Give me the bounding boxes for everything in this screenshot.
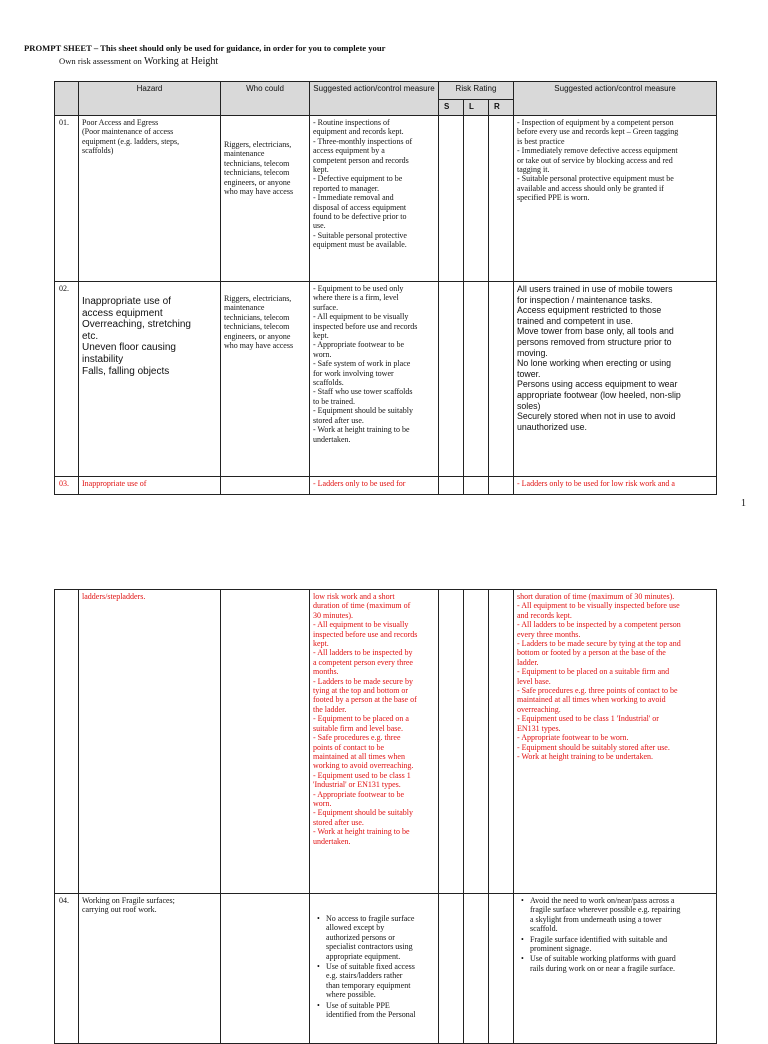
text-line: etc. [82, 330, 99, 342]
text-line: All users trained in use of mobile towers [517, 284, 673, 294]
severity-cell [439, 477, 464, 495]
text-line: - All equipment to be visually [313, 312, 409, 322]
control-cell [514, 590, 717, 894]
text-line: working to avoid overreaching. [313, 761, 414, 771]
action-cell [310, 116, 439, 282]
text-line: available and access should only be granted if [517, 183, 664, 193]
text-line: • Avoid the need to work on/near/pass across a [530, 896, 675, 905]
text-line: EN131 types. [517, 723, 561, 733]
who-cell [221, 282, 310, 477]
text-line: Inappropriate use of [82, 296, 171, 307]
risk-rating-header: Risk Rating [439, 82, 514, 100]
text-line: - Equipment to be used only [313, 284, 404, 293]
text-line: where there is a firm, level [313, 293, 399, 303]
text-line: technicians, telecom [224, 312, 290, 322]
list-item [326, 1001, 435, 1020]
text-line: technicians, telecom [224, 158, 290, 168]
text-line: where possible. [326, 990, 376, 1000]
table-row [55, 894, 717, 1044]
risk-cell [489, 477, 514, 495]
text-line: instability [82, 353, 124, 365]
text-line: - Equipment should be suitably stored after use. [517, 742, 670, 752]
text-line: every three months. [517, 629, 581, 639]
text-line: moving. [517, 347, 548, 358]
text-line: reported to manager. [313, 183, 379, 193]
text-line: Overreaching, stretching [82, 319, 191, 331]
text-line: - Work at height training to be [313, 827, 410, 837]
text-line: worn. [313, 798, 332, 808]
text-line: technicians, telecom [224, 168, 290, 178]
text-line: No lone working when erecting or using [517, 358, 672, 369]
hazard-cell [79, 894, 221, 1044]
text-line: Falls, falling objects [82, 365, 170, 377]
text-line: • Fragile surface identified with suitable and [530, 934, 668, 944]
hazard-cell [79, 116, 221, 282]
text-line: ladder. [517, 657, 539, 667]
severity-cell [439, 590, 464, 894]
text-line: duration of time (maximum of [313, 601, 411, 611]
text-line: carrying out roof work. [82, 905, 157, 915]
text-line: low risk work and a short [313, 592, 395, 601]
text-line: tying at the top and bottom or [313, 686, 409, 696]
text-line: persons removed from structure prior to [517, 336, 672, 347]
text-line: - Equipment to be placed on a suitable firm and [517, 667, 670, 677]
text-line: 30 minutes). [313, 610, 353, 620]
text-line: disposal of access equipment [313, 202, 407, 212]
text-line: footed by a person at the base of [313, 695, 417, 705]
text-line: 'Industrial' or EN131 types. [313, 780, 401, 790]
likelihood-cell [464, 894, 489, 1044]
text-line: the ladder. [313, 704, 347, 714]
text-line: - Safe procedures e.g. three points of contact to be [517, 686, 678, 696]
text-line: Move tower from base only, all tools and [517, 326, 674, 337]
text-line: kept. [313, 639, 329, 649]
who-header: Who could [221, 82, 310, 116]
action-cell [310, 590, 439, 894]
text-line: - Suitable personal protective [313, 230, 407, 240]
text-line: - Staff who use tower scaffolds [313, 387, 413, 397]
text-line: undertaken. [313, 836, 351, 846]
text-line: - Three-monthly inspections of [313, 136, 413, 146]
text-line: a competent person every three [313, 657, 413, 667]
text-line: found to be defective prior to [313, 212, 407, 222]
text-line: suitable firm and level base. [313, 723, 403, 733]
text-line: a skylight from underneath using a tower [530, 914, 662, 924]
control-cell [514, 116, 717, 282]
who-cell [221, 116, 310, 282]
row-number [55, 590, 79, 894]
action-cell [310, 894, 439, 1044]
text-line: engineers, or anyone [224, 331, 291, 341]
likelihood-cell [464, 477, 489, 495]
text-line: Securely stored when not in use to avoid [517, 411, 676, 422]
list-item [530, 935, 713, 954]
page-number: 1 [741, 498, 746, 509]
text-line: stored after use. [313, 817, 364, 827]
text-line: - All equipment to be visually inspected before use [517, 601, 680, 611]
hazard-cell: Inappropriate use of [79, 477, 221, 495]
text-line: bottom or footed by a person at the base of the [517, 648, 666, 658]
text-line: soles) [517, 400, 541, 411]
text-line: specified PPE is worn. [517, 193, 590, 203]
text-line: competent person and records [313, 155, 409, 165]
text-line: Riggers, electricians, [224, 140, 292, 149]
text-line: - Defective equipment to be [313, 174, 403, 184]
text-line: for inspection / maintenance tasks. [517, 294, 653, 305]
text-line: inspected before use and records [313, 321, 418, 331]
text-line: is best practice [517, 136, 565, 146]
risk-cell [489, 590, 514, 894]
who-cell [221, 477, 310, 495]
text-line: - Inspection of equipment by a competent person [517, 118, 674, 127]
severity-cell [439, 894, 464, 1044]
text-line: - Equipment should be suitably [313, 808, 413, 818]
table-row [55, 116, 717, 282]
control-cell [514, 282, 717, 477]
text-line: than temporary equipment [326, 980, 411, 990]
likelihood-cell [464, 116, 489, 282]
list-item [326, 962, 435, 1000]
text-line: - Equipment should be suitably [313, 406, 413, 416]
text-line: - Routine inspections of [313, 118, 390, 127]
text-line: - Suitable personal protective equipment must be [517, 174, 674, 184]
control-cell: - Ladders only to be used for low risk work and a [514, 477, 717, 495]
text-line: - Work at height training to be [313, 425, 410, 435]
likelihood-header: L [464, 100, 489, 116]
likelihood-cell [464, 590, 489, 894]
list-item [326, 914, 435, 961]
control-cell [514, 894, 717, 1044]
num-header [55, 82, 79, 116]
text-line: stored after use. [313, 415, 364, 425]
text-line: scaffold. [530, 924, 558, 934]
row-number: 02. [55, 282, 79, 477]
text-line: or take out of service by blocking access and red [517, 155, 673, 165]
subtitle-prefix: Own risk assessment on [59, 56, 144, 66]
text-line: - Equipment used to be class 1 'Industrial' or [517, 714, 659, 724]
text-line: use. [313, 221, 326, 231]
text-line: specialist contractors using [326, 942, 413, 952]
risk-header: R [489, 100, 514, 116]
suggested-action-header: Suggested action/control measure [310, 82, 439, 116]
text-line: Access equipment restricted to those [517, 305, 662, 316]
text-line: - Ladders to be made secure by tying at the top and [517, 639, 681, 649]
risk-table-page1 [54, 81, 717, 495]
risk-cell [489, 282, 514, 477]
list-item [530, 896, 713, 934]
text-line: tower. [517, 368, 541, 379]
text-line: equipment and records kept. [313, 127, 404, 137]
text-line: inspected before use and records [313, 629, 418, 639]
risk-cell [489, 116, 514, 282]
text-line: equipment must be available. [313, 240, 407, 250]
text-line: scaffolds) [82, 146, 114, 156]
text-line: kept. [313, 165, 329, 175]
text-line: surface. [313, 302, 339, 312]
text-line: rails during work on or near a fragile surface. [530, 963, 676, 973]
text-line: appropriate equipment. [326, 951, 401, 961]
risk-table-page2 [54, 589, 717, 1044]
text-line: - Equipment used to be class 1 [313, 770, 411, 780]
sheet-title: PROMPT SHEET – This sheet should only be used for guidance, in order for you to complete your [24, 43, 386, 53]
text-line: • Use of suitable working platforms with guard [530, 954, 676, 964]
severity-header: S [439, 100, 464, 116]
text-line: to be trained. [313, 396, 355, 406]
text-line: overreaching. [517, 704, 561, 714]
sheet-subtitle [59, 57, 218, 66]
text-line: Persons using access equipment to wear [517, 379, 678, 390]
text-line: - Immediate removal and [313, 193, 394, 203]
table-row [55, 590, 717, 894]
text-line: short duration of time (maximum of 30 minutes). [517, 592, 675, 601]
hazard-cell: ladders/stepladders. [79, 590, 221, 894]
severity-cell [439, 116, 464, 282]
text-line: - Immediately remove defective access equipment [517, 146, 678, 156]
text-line: before every use and records kept – Green tagging [517, 127, 679, 137]
text-line: Working on Fragile surfaces; [82, 896, 175, 905]
text-line: who may have access [224, 341, 294, 351]
text-line: - Safe procedures e.g. three [313, 733, 401, 743]
text-line: appropriate footwear (low heeled, non-slip [517, 389, 681, 400]
risk-cell [489, 894, 514, 1044]
text-line: allowed except by [326, 923, 385, 933]
text-line: maintenance [224, 149, 265, 159]
list-item [530, 954, 713, 973]
text-line: maintained at all times when working to avoid [517, 695, 666, 705]
text-line: technicians, telecom [224, 322, 290, 332]
text-line: - Ladders to be made secure by [313, 676, 413, 686]
hazard-cell [79, 282, 221, 477]
text-line: e.g. stairs/ladders rather [326, 971, 403, 981]
text-line: prominent signage. [530, 944, 592, 954]
likelihood-cell [464, 282, 489, 477]
hazard-header: Hazard [79, 82, 221, 116]
text-line: level base. [517, 676, 551, 686]
text-line: - All ladders to be inspected by [313, 648, 413, 658]
text-line: months. [313, 667, 339, 677]
who-cell [221, 894, 310, 1044]
text-line: authorized persons or [326, 932, 395, 942]
text-line: - Work at height training to be undertaken. [517, 751, 654, 761]
text-line: who may have access [224, 187, 294, 197]
severity-cell [439, 282, 464, 477]
action-cell [310, 282, 439, 477]
table-row [55, 477, 717, 495]
text-line: worn. [313, 349, 332, 359]
text-line: fragile surface wherever possible e.g. repairing [530, 905, 681, 915]
text-line: equipment (e.g. ladders, steps, [82, 136, 180, 146]
text-line: unauthorized use. [517, 421, 587, 432]
control-measure-header: Suggested action/control measure [514, 82, 717, 116]
action-bullet-list [313, 914, 435, 1019]
text-line: Riggers, electricians, [224, 294, 292, 303]
text-line: Uneven floor causing [82, 342, 176, 354]
text-line: trained and competent in use. [517, 315, 633, 326]
text-line: Poor Access and Egress [82, 118, 159, 127]
table-row [55, 282, 717, 477]
row-number: 03. [55, 477, 79, 495]
text-line: - Appropriate footwear to be worn. [517, 733, 629, 743]
row-number: 01. [55, 116, 79, 282]
text-line: for work involving tower [313, 368, 394, 378]
text-line: • No access to fragile surface [326, 914, 415, 923]
who-cell [221, 590, 310, 894]
text-line: - Safe system of work in place [313, 359, 411, 369]
text-line: • Use of suitable fixed access [326, 962, 415, 972]
text-line: points of contact to be [313, 742, 385, 752]
text-line: - Equipment to be placed on a [313, 714, 409, 724]
text-line: - Appropriate footwear to be [313, 340, 405, 350]
text-line: access equipment by a [313, 146, 385, 156]
control-bullet-list [517, 896, 713, 973]
text-line: - All ladders to be inspected by a competent person [517, 620, 681, 630]
text-line: scaffolds. [313, 378, 344, 388]
text-line: - Appropriate footwear to be [313, 789, 405, 799]
text-line: tagging it. [517, 165, 550, 175]
text-line: undertaken. [313, 434, 351, 444]
text-line: identified from the Personal [326, 1010, 416, 1020]
subtitle-topic: Working at Height [143, 56, 219, 67]
text-line: • Use of suitable PPE [326, 1000, 390, 1010]
text-line: maintenance [224, 303, 265, 313]
text-line: kept. [313, 331, 329, 341]
text-line: - All equipment to be visually [313, 620, 409, 630]
row-number: 04. [55, 894, 79, 1044]
text-line: engineers, or anyone [224, 177, 291, 187]
text-line: access equipment [82, 307, 163, 319]
text-line: (Poor maintenance of access [82, 127, 174, 137]
text-line: maintained at all times when [313, 751, 405, 761]
text-line: and records kept. [517, 610, 572, 620]
action-cell: - Ladders only to be used for [310, 477, 439, 495]
